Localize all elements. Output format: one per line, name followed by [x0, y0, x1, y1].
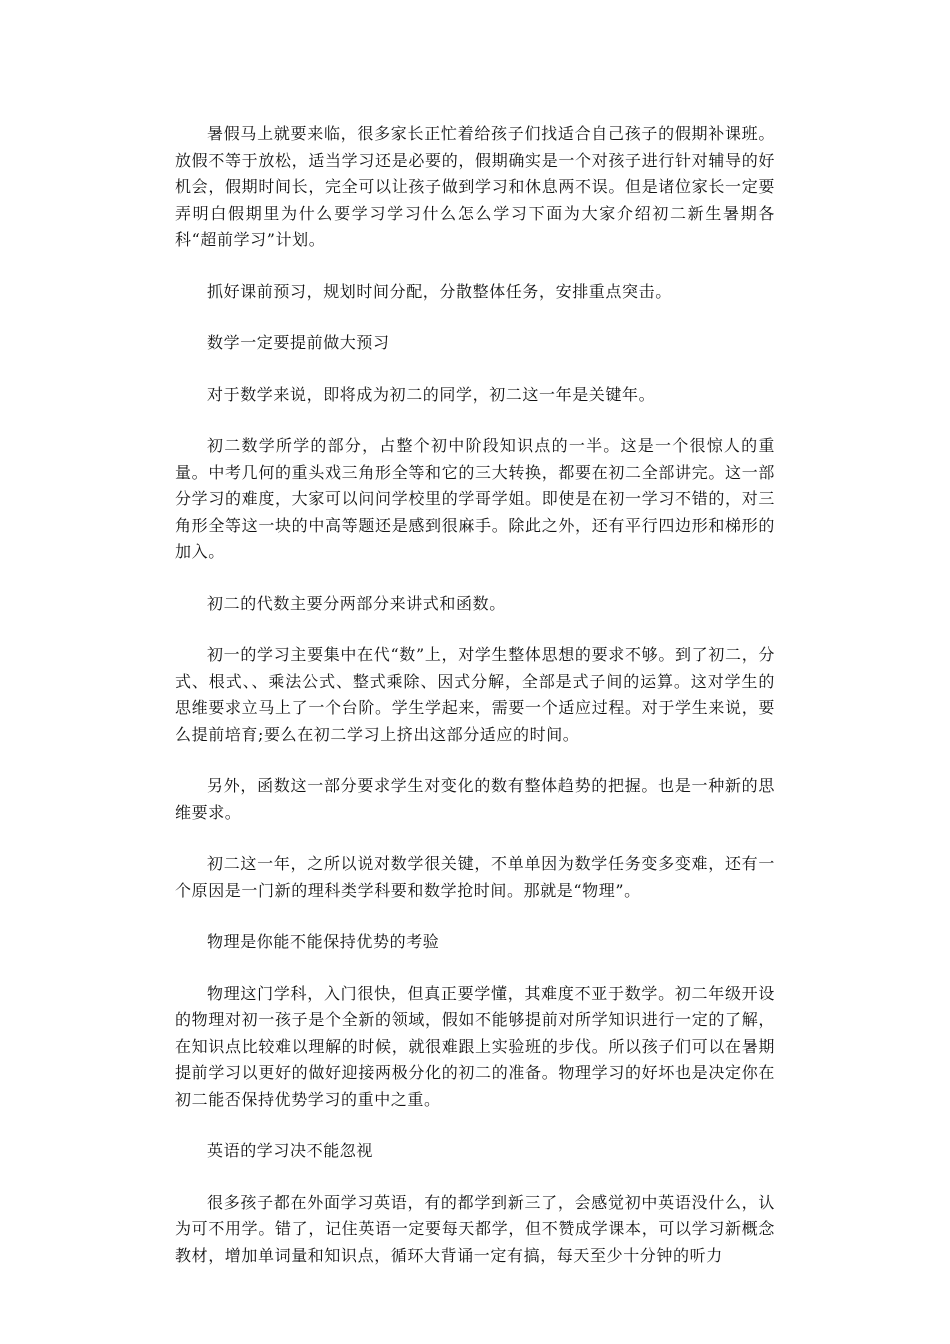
expressions-paragraph: 初一的学习主要集中在代“数”上，对学生整体思想的要求不够。到了初二，分式、根式、、乘法公式、整式乘除、因式分解，全部是式子间的运算。这对学生的思维要求立马上了一个台阶。学生学起来，需要一个适应过程。对于学生来说，要么提前培育;要么在初二学习上挤出这部分适应的时间。 — [175, 645, 775, 744]
english-heading: 英语的学习决不能忽视 — [207, 1141, 374, 1160]
functions-paragraph: 另外，函数这一部分要求学生对变化的数有整体趋势的把握。也是一种新的思维要求。 — [175, 776, 775, 822]
physics-heading: 物理是你能不能保持优势的考验 — [207, 932, 440, 951]
study-tips-paragraph: 抓好课前预习，规划时间分配，分散整体任务，安排重点突击。 — [207, 281, 672, 301]
algebra-paragraph: 初二的代数主要分两部分来讲式和函数。 — [207, 593, 506, 613]
intro-paragraph: 暑假马上就要来临，很多家长正忙着给孩子们找适合自己孩子的假期补课班。放假不等于放松，适当学习还是必要的，假期确实是一个对孩子进行针对辅导的好机会，假期时间长，完全可以让孩子做到学习和休息两不误。但是诸位家长一定要弄明白假期里为什么要学习学习什么怎么学习下面为大家介绍初二新生暑期各科“超前学习”计划。 — [175, 124, 775, 249]
physics-paragraph: 物理这门学科，入门很快，但真正要学懂，其难度不亚于数学。初二年级开设的物理对初一孩子是个全新的领域，假如不能够提前对所学知识进行一定的了解，在知识点比较难以理解的时候，就很难跟上实验班的步伐。所以孩子们可以在暑期提前学习以更好的做好迎接两极分化的初二的准备。物理学习的好坏也是决定你在初二能否保持优势学习的重中之重。 — [175, 983, 775, 1109]
math-key-year-paragraph: 对于数学来说，即将成为初二的同学，初二这一年是关键年。 — [207, 384, 656, 404]
math-heading: 数学一定要提前做大预习 — [207, 333, 390, 352]
english-paragraph: 很多孩子都在外面学习英语，有的都学到新三了，会感觉初中英语没什么，认为可不用学。错了，记住英语一定要每天都学，但不赞成学课本，可以学习新概念教材，增加单词量和知识点，循环大背诵一定有搞，每天至少十分钟的听力 — [175, 1192, 775, 1265]
geometry-paragraph: 初二数学所学的部分，占整个初中阶段知识点的一半。这是一个很惊人的重量。中考几何的重头戏三角形全等和它的三大转换，都要在初二全部讲完。这一部分学习的难度，大家可以问问学校里的学哥学姐。即使是在初一学习不错的，对三角形全等这一块的中高等题还是感到很麻手。除此之外，还有平行四边形和梯形的加入。 — [175, 436, 775, 561]
physics-intro-paragraph: 初二这一年，之所以说对数学很关键，不单单因为数学任务变多变难，还有一个原因是一门新的理科类学科要和数学抢时间。那就是“物理”。 — [175, 854, 775, 900]
